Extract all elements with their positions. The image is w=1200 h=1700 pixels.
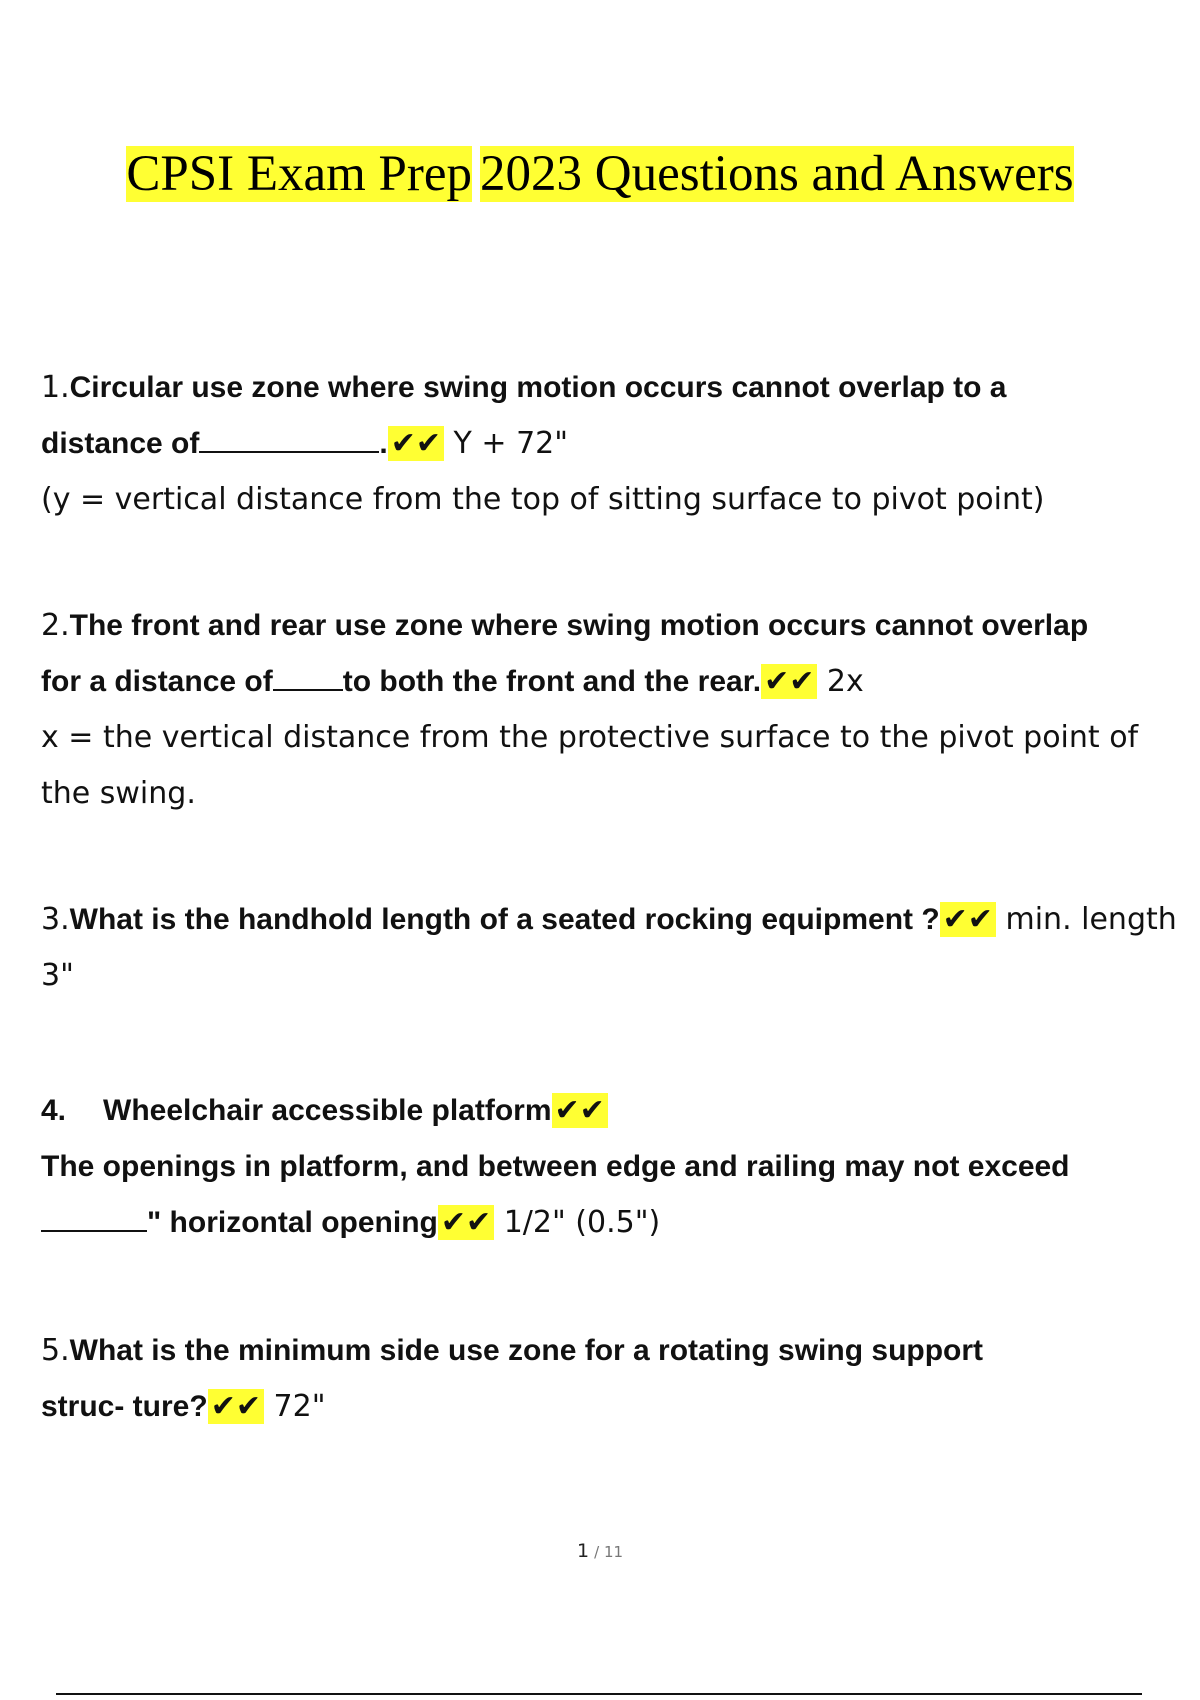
- check-icon: ✔✔: [208, 1389, 264, 1424]
- answer-blank: [199, 421, 379, 453]
- question-text: distance of: [41, 427, 200, 460]
- question-punctuation: .: [379, 427, 388, 460]
- question-3: [41, 892, 1181, 1004]
- question-text: Circular use zone where swing motion occurs cannot overlap to a: [69, 371, 1007, 404]
- answer-note: (y = vertical distance from the top of sitting surface to pivot point): [41, 482, 1045, 517]
- document-title: [126, 142, 1073, 206]
- check-icon: ✔✔: [388, 426, 444, 461]
- answer-text: 72": [273, 1389, 326, 1424]
- question-text: to both the front and the rear.: [342, 665, 762, 698]
- question-text: The front and rear use zone where swing motion occurs cannot overlap: [69, 609, 1089, 642]
- page-total: / 11: [594, 1543, 624, 1561]
- document-title-block: [0, 142, 1200, 206]
- page-number: [0, 1540, 1200, 1562]
- question-text: What is the minimum side use zone for a rotating swing support: [69, 1334, 984, 1367]
- question-text: What is the handhold length of a seated rocking equipment ?: [69, 903, 940, 936]
- question-heading: Wheelchair accessible platform: [103, 1094, 552, 1127]
- question-1: [41, 360, 1181, 528]
- check-icon: ✔✔: [761, 664, 817, 699]
- answer-text: 2x: [826, 664, 864, 699]
- question-number: 3.: [41, 902, 70, 937]
- answer-blank: [273, 659, 343, 691]
- question-text: struc- ture?: [41, 1390, 208, 1423]
- check-icon: ✔✔: [940, 902, 996, 937]
- answer-text: min. length 3": [41, 902, 1177, 993]
- question-text: The openings in platform, and between edge and railing may not exceed: [41, 1150, 1070, 1183]
- title-highlight-1: CPSI Exam Prep: [126, 146, 473, 202]
- question-number: 4.: [41, 1094, 67, 1127]
- question-number: 2.: [41, 608, 70, 643]
- check-icon: ✔✔: [438, 1205, 494, 1240]
- check-icon: ✔✔: [552, 1093, 608, 1128]
- question-5: [41, 1323, 1181, 1435]
- title-highlight-2: 2023 Questions and Answers: [480, 146, 1074, 202]
- question-text: for a distance of: [41, 665, 273, 698]
- answer-blank: [41, 1200, 147, 1232]
- question-4: [41, 1083, 1181, 1251]
- question-2: [41, 598, 1181, 822]
- question-number: 1.: [41, 370, 70, 405]
- answer-text: 1/2" (0.5"): [503, 1205, 661, 1240]
- page-current: 1: [576, 1540, 590, 1562]
- answer-note: x = the vertical distance from the protective surface to the pivot point of the swing.: [41, 720, 1139, 811]
- answer-text: Y + 72": [453, 426, 569, 461]
- footer-divider: [56, 1693, 1142, 1695]
- question-text: " horizontal opening: [147, 1206, 438, 1239]
- question-number: 5.: [41, 1333, 70, 1368]
